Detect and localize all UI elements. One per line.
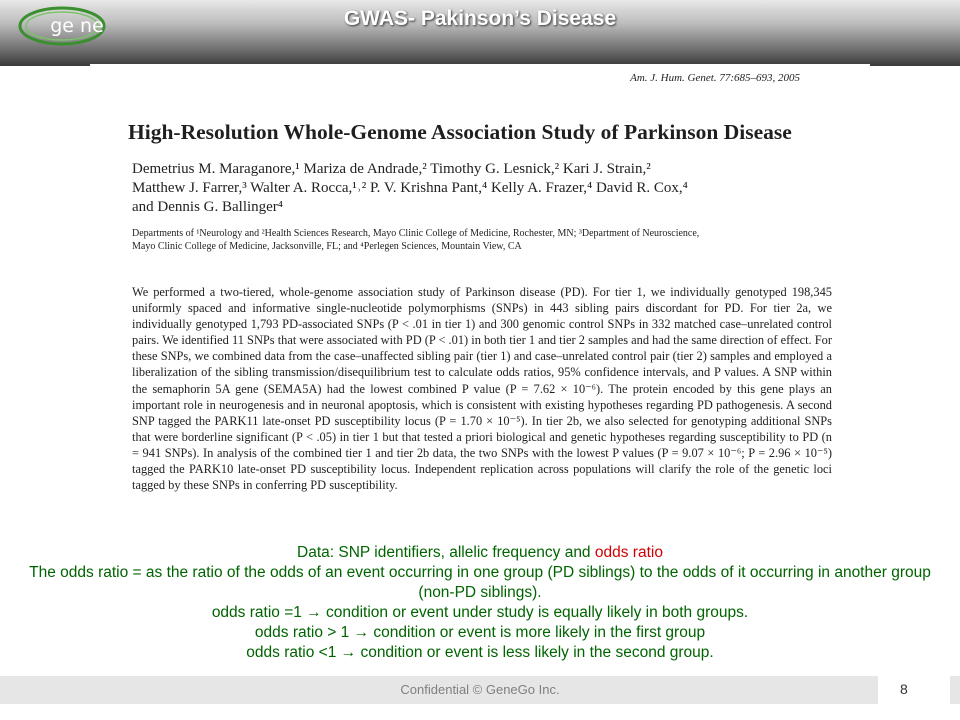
affiliation-line: Mayo Clinic College of Medicine, Jacksonville, FL; and ⁴Perlegen Sciences, Mountain View, CA: [132, 241, 522, 252]
paper-authors: [132, 160, 822, 217]
page-number-box: [878, 676, 950, 704]
summary-rule-less: odds ratio <1 → condition or event is less likely in the second group.: [246, 644, 714, 661]
footer-confidential: Confidential © GeneGo Inc.: [400, 682, 560, 697]
summary-data-line: [20, 543, 940, 563]
summary-data-prefix: Data: SNP identifiers, allelic frequency and: [297, 544, 595, 561]
summary-rule-greater: odds ratio > 1 → condition or event is more likely in the first group: [254, 624, 706, 641]
paper-title: High-Resolution Whole-Genome Association Study of Parkinson Disease: [128, 120, 792, 144]
paper-abstract: We performed a two-tiered, whole-genome association study of Parkinson disease (PD). For tier 1, we individually genotyped 198,345 uniformly spaced and informative single-nucleotide polymorphisms (SNPs) in 443 sibling pairs discordant for PD. For tier 2a, we individually genotyped 1,793 PD-associated SNPs (P < .01 in tier 1) and 300 genomic control SNPs in 332 matched case–unrelated control pairs. We identified 11 SNPs that were associated with PD (P < .01) in both tier 1 and tier 2 samples and had the same direction of effect. For these SNPs, we combined data from the case–unaffected sibling pair (tier 1) and case–unrelated control pair (tier 2) samples and employed a liberalization of the sibling transmission/disequilibrium test to calculate odds ratios, 95% confidence intervals, and P values. A SNP within the semaphorin 5A gene (SEMA5A) had the lowest combined P value (P = 7.62 × 10⁻⁶). The protein encoded by this gene plays an important role in neurogenesis and in neuronal apoptosis, which is consistent with existing hypotheses regarding PD pathogenesis. A second SNP tagged the PARK11 late-onset PD susceptibility locus (P = 1.70 × 10⁻⁵). In tier 2b, we also selected for genotyping additional SNPs that were borderline significant (P < .05) in tier 1 but that tested a priori biological and genetic hypotheses regarding susceptibility to PD (n = 941 SNPs). In analysis of the combined tier 1 and tier 2b data, the two SNPs with the lowest P values (P = 9.07 × 10⁻⁶; P = 2.96 × 10⁻⁵) tagged the PARK10 late-onset PD susceptibility locus. Independent replication across populations will clarify the role of the genetic loci tagged by these SNPs in conferring PD susceptibility.: [132, 285, 832, 493]
summary-rule-equal: odds ratio =1 → condition or event under study is equally likely in both groups.: [211, 604, 749, 621]
page-number: 8: [900, 681, 908, 697]
logo-text: ge ne: [50, 15, 104, 37]
authors-line: and Dennis G. Ballinger⁴: [132, 199, 284, 215]
authors-line: Matthew J. Farrer,³ Walter A. Rocca,¹˒² P. V. Krishna Pant,⁴ Kelly A. Frazer,⁴ David R. Cox,⁴: [132, 180, 688, 196]
affiliation-line: Departments of ¹Neurology and ²Health Sciences Research, Mayo Clinic College of Medicine, Rochester, MN; ³Department of Neuroscience,: [132, 228, 700, 239]
footer-bar: [0, 676, 960, 704]
paper-affiliations: [132, 227, 832, 253]
authors-line: Demetrius M. Maraganore,¹ Mariza de Andrade,² Timothy G. Lesnick,² Kari J. Strain,²: [132, 161, 651, 177]
summary-definition: The odds ratio = as the ratio of the odds of an event occurring in one group (PD siblings) to the odds of it occurring in another group (non-PD siblings).: [29, 564, 931, 601]
header-band: [0, 0, 960, 66]
slide-title: GWAS- Pakinson’s Disease: [343, 7, 617, 30]
summary-notes: [20, 543, 940, 663]
genego-logo: [18, 6, 106, 46]
paper-excerpt: [90, 64, 870, 554]
odds-ratio-highlight: odds ratio: [594, 544, 663, 561]
journal-citation: Am. J. Hum. Genet. 77:685–693, 2005: [630, 72, 800, 84]
